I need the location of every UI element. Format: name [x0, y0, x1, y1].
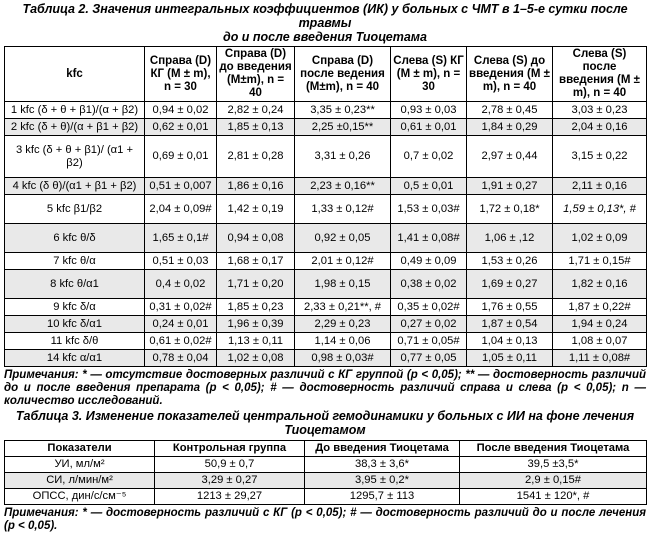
table2-value-cell: 1,71 ± 0,20 — [217, 270, 295, 299]
table2-value-cell: 2,11 ± 0,16 — [553, 178, 647, 195]
table2-value-cell: 0,24 ± 0,01 — [145, 316, 217, 333]
table2-value-cell: 1,68 ± 0,17 — [217, 253, 295, 270]
table2-caption — [4, 2, 646, 44]
table2-value-cell: 1,14 ± 0,06 — [295, 333, 391, 350]
table2-value-cell: 1,82 ± 0,16 — [553, 270, 647, 299]
table2-row — [5, 119, 647, 136]
table2-value-cell: 0,4 ± 0,02 — [145, 270, 217, 299]
table3-indicator-cell: ОПСС, дин/с/см⁻⁵ — [5, 489, 155, 505]
table2-value-cell: 0,94 ± 0,08 — [217, 224, 295, 253]
table2-value-cell: 2,33 ± 0,21**, # — [295, 299, 391, 316]
table2-kfc-cell: 14 kfc α/α1 — [5, 350, 145, 367]
table2-kfc-cell: 4 kfc (δ θ)/(α1 + β1 + β2) — [5, 178, 145, 195]
table2-value-cell: 0,51 ± 0,03 — [145, 253, 217, 270]
table2-value-cell: 0,51 ± 0,007 — [145, 178, 217, 195]
table3-header-row — [5, 441, 647, 457]
table2-value-cell: 1,04 ± 0,13 — [467, 333, 553, 350]
table2-value-cell: 1,53 ± 0,26 — [467, 253, 553, 270]
table2-value-cell: 2,82 ± 0,24 — [217, 102, 295, 119]
table2-value-cell: 2,01 ± 0,12# — [295, 253, 391, 270]
table2-kfc-cell: 9 kfc δ/α — [5, 299, 145, 316]
table2-value-cell: 3,15 ± 0,22 — [553, 136, 647, 178]
table2-value-cell: 1,59 ± 0,13*, # — [553, 195, 647, 224]
table3-value-cell: 3,95 ± 0,2* — [305, 473, 460, 489]
table2-row — [5, 350, 647, 367]
table2-value-cell: 0,77 ± 0,05 — [391, 350, 467, 367]
table2-row — [5, 270, 647, 299]
table2-header-cell: Справа (D) до введения (M±m), n = 40 — [217, 47, 295, 102]
table2-value-cell: 0,61 ± 0,02# — [145, 333, 217, 350]
table2-value-cell: 2,97 ± 0,44 — [467, 136, 553, 178]
table2-value-cell: 1,02 ± 0,08 — [217, 350, 295, 367]
table2-header-row — [5, 47, 647, 102]
table2-header-cell: Слева (S) до введения (M ± m), n = 40 — [467, 47, 553, 102]
table2-value-cell: 1,76 ± 0,55 — [467, 299, 553, 316]
table2-value-cell: 1,87 ± 0,22# — [553, 299, 647, 316]
table2-kfc-cell: 3 kfc (δ + θ + β1)/ (α1 + β2) — [5, 136, 145, 178]
table2-value-cell: 0,78 ± 0,04 — [145, 350, 217, 367]
table2-value-cell: 0,94 ± 0,02 — [145, 102, 217, 119]
table2-value-cell: 1,33 ± 0,12# — [295, 195, 391, 224]
table2-value-cell: 1,85 ± 0,23 — [217, 299, 295, 316]
table2-value-cell: 0,62 ± 0,01 — [145, 119, 217, 136]
table2-row — [5, 316, 647, 333]
table3 — [4, 440, 647, 505]
table2-value-cell: 0,61 ± 0,01 — [391, 119, 467, 136]
table3-value-cell: 2,9 ± 0,15# — [460, 473, 647, 489]
table2-value-cell: 1,42 ± 0,19 — [217, 195, 295, 224]
table2-value-cell: 1,84 ± 0,29 — [467, 119, 553, 136]
table2-value-cell: 0,31 ± 0,02# — [145, 299, 217, 316]
table3-indicator-cell: СИ, л/мин/м² — [5, 473, 155, 489]
table2-kfc-cell: 7 kfc θ/α — [5, 253, 145, 270]
table2-value-cell: 1,94 ± 0,24 — [553, 316, 647, 333]
table2-value-cell: 1,87 ± 0,54 — [467, 316, 553, 333]
table2-kfc-cell: 6 kfc θ/δ — [5, 224, 145, 253]
table2-value-cell: 1,86 ± 0,16 — [217, 178, 295, 195]
table2-value-cell: 0,7 ± 0,02 — [391, 136, 467, 178]
table2-value-cell: 2,81 ± 0,28 — [217, 136, 295, 178]
table2 — [4, 46, 647, 367]
table2-value-cell: 2,04 ± 0,16 — [553, 119, 647, 136]
table3-caption-line2: Тиоцетамом — [284, 423, 366, 437]
table3-row — [5, 473, 647, 489]
table3-caption — [4, 409, 646, 437]
table2-value-cell: 3,03 ± 0,23 — [553, 102, 647, 119]
table2-row — [5, 178, 647, 195]
table3-value-cell: 38,3 ± 3,6* — [305, 457, 460, 473]
table2-value-cell: 1,53 ± 0,03# — [391, 195, 467, 224]
table3-value-cell: 1295,7 ± 113 — [305, 489, 460, 505]
table2-value-cell: 3,31 ± 0,26 — [295, 136, 391, 178]
table2-kfc-cell: 1 kfc (δ + θ + β1)/(α + β2) — [5, 102, 145, 119]
table3-indicator-cell: УИ, мл/м² — [5, 457, 155, 473]
table2-kfc-cell: 2 kfc (δ + θ)/(α + β1 + β2) — [5, 119, 145, 136]
table2-value-cell: 2,78 ± 0,45 — [467, 102, 553, 119]
table2-kfc-cell: 8 kfc θ/α1 — [5, 270, 145, 299]
table2-value-cell: 1,65 ± 0,1# — [145, 224, 217, 253]
table2-value-cell: 1,41 ± 0,08# — [391, 224, 467, 253]
table2-value-cell: 0,92 ± 0,05 — [295, 224, 391, 253]
table2-value-cell: 0,49 ± 0,09 — [391, 253, 467, 270]
table2-value-cell: 1,85 ± 0,13 — [217, 119, 295, 136]
table3-body — [5, 457, 647, 505]
table2-kfc-cell: 11 kfc δ/θ — [5, 333, 145, 350]
table2-value-cell: 3,35 ± 0,23** — [295, 102, 391, 119]
table2-row — [5, 299, 647, 316]
table2-value-cell: 1,13 ± 0,11 — [217, 333, 295, 350]
table2-value-cell: 2,23 ± 0,16** — [295, 178, 391, 195]
table2-value-cell: 1,06 ± ,12 — [467, 224, 553, 253]
table3-value-cell: 3,29 ± 0,27 — [155, 473, 305, 489]
table3-caption-line1: Таблица 3. Изменение показателей центральной гемодинамики у больных с ИИ на фоне лечения — [15, 409, 635, 423]
table3-value-cell: 1541 ± 120*, # — [460, 489, 647, 505]
table2-value-cell: 0,38 ± 0,02 — [391, 270, 467, 299]
table2-kfc-cell: 10 kfc δ/α1 — [5, 316, 145, 333]
table2-value-cell: 2,25 ±0,15** — [295, 119, 391, 136]
table2-value-cell: 0,35 ± 0,02# — [391, 299, 467, 316]
table3-header-cell: До введения Тиоцетама — [305, 441, 460, 457]
table2-header-cell: Слева (S) после введения (M ± m), n = 40 — [553, 47, 647, 102]
table2-value-cell: 0,5 ± 0,01 — [391, 178, 467, 195]
table2-caption-line1: Таблица 2. Значения интегральных коэффициентов (ИК) у больных с ЧМТ в 1–5-е сутки после травмы — [22, 2, 628, 30]
table3-row — [5, 489, 647, 505]
table2-value-cell: 1,91 ± 0,27 — [467, 178, 553, 195]
table2-value-cell: 1,02 ± 0,09 — [553, 224, 647, 253]
table2-row — [5, 224, 647, 253]
table2-value-cell: 1,11 ± 0,08# — [553, 350, 647, 367]
table2-row — [5, 333, 647, 350]
table3-header-cell: После введения Тиоцетама — [460, 441, 647, 457]
table2-row — [5, 195, 647, 224]
table3-value-cell: 1213 ± 29,27 — [155, 489, 305, 505]
table3-row — [5, 457, 647, 473]
table2-kfc-cell: 5 kfc β1/β2 — [5, 195, 145, 224]
table3-header-cell: Показатели — [5, 441, 155, 457]
table2-value-cell: 1,71 ± 0,15# — [553, 253, 647, 270]
table2-notes: Примечания: * — отсутствие достоверных различий с КГ группой (p < 0,05); ** — достоверность различий до и после введения препарата (p < 0,05); # — достоверность различий справа и слева (p < 0,05); n — количество исследований. — [4, 369, 646, 407]
table2-value-cell: 1,98 ± 0,15 — [295, 270, 391, 299]
table2-value-cell: 1,05 ± 0,11 — [467, 350, 553, 367]
table2-header-cell: Слева (S) КГ (M ± m), n = 30 — [391, 47, 467, 102]
table3-value-cell: 50,9 ± 0,7 — [155, 457, 305, 473]
table2-value-cell: 0,71 ± 0,05# — [391, 333, 467, 350]
table2-header-cell: Справа (D) после ведения (M±m), n = 40 — [295, 47, 391, 102]
table2-header-cell: Справа (D) КГ (M ± m), n = 30 — [145, 47, 217, 102]
table2-value-cell: 0,69 ± 0,01 — [145, 136, 217, 178]
table2-value-cell: 1,72 ± 0,18* — [467, 195, 553, 224]
table2-header-cell: kfc — [5, 47, 145, 102]
table2-value-cell: 1,69 ± 0,27 — [467, 270, 553, 299]
table2-row — [5, 102, 647, 119]
table2-value-cell: 1,08 ± 0,07 — [553, 333, 647, 350]
table3-value-cell: 39,5 ±3,5* — [460, 457, 647, 473]
table2-value-cell: 0,93 ± 0,03 — [391, 102, 467, 119]
table2-value-cell: 0,98 ± 0,03# — [295, 350, 391, 367]
table2-value-cell: 2,04 ± 0,09# — [145, 195, 217, 224]
table3-header-cell: Контрольная группа — [155, 441, 305, 457]
table2-row — [5, 136, 647, 178]
table2-value-cell: 2,29 ± 0,23 — [295, 316, 391, 333]
table2-row — [5, 253, 647, 270]
table2-value-cell: 0,27 ± 0,02 — [391, 316, 467, 333]
table2-body — [5, 102, 647, 367]
table2-value-cell: 1,96 ± 0,39 — [217, 316, 295, 333]
table3-notes: Примечания: * — достоверность различий с КГ (p < 0,05); # — достоверность различий до и после лечения (p < 0,05). — [4, 507, 646, 532]
table2-caption-line2: до и после введения Тиоцетама — [222, 30, 428, 44]
